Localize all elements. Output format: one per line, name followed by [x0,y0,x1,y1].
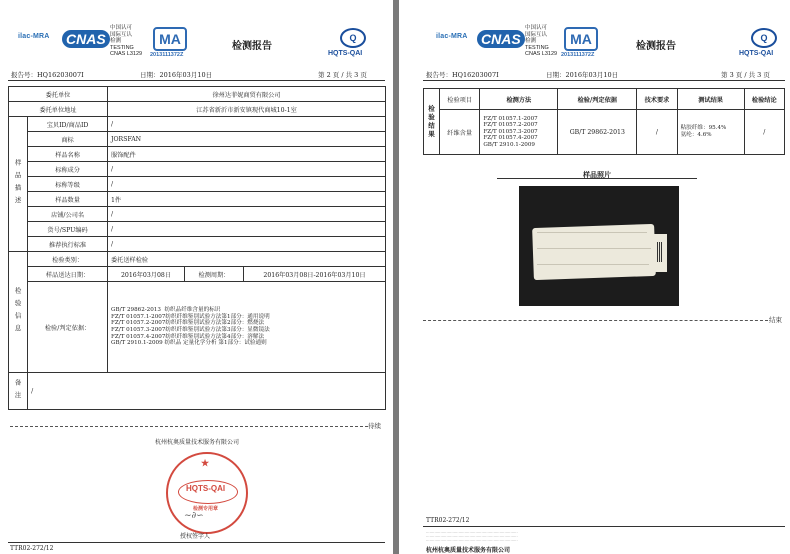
cnas-line: 中国认可 [110,25,133,31]
cnas-line: TESTING [525,44,549,51]
cnas-line: 国际互认 [525,31,548,38]
arrival-date-label: 样品送达日期： [28,267,108,282]
header-result: 测试结果 [677,89,744,110]
test-type-label: 检验类别： [28,252,108,267]
cnas-logo: CNAS [477,30,525,48]
seal-subtext: 检测专用章 [193,506,219,512]
cnas-line: TESTING [110,44,134,51]
sample-row-value: JORSFAN [108,132,386,147]
page-indicator: 第 2 页 / 共 3 页 [318,71,367,79]
client-label: 委托单位 [9,87,108,102]
sample-row-value: / [108,237,386,252]
cnas-line: 中国认可 [525,25,548,31]
photo-title: 样品照片 [583,170,611,179]
header-item: 检验项目 [440,89,480,110]
ma-logo: MA [153,27,187,51]
sample-row-label: 店铺/公司名 [28,207,108,222]
inspection-seal [166,452,248,534]
sample-row-value: / [108,222,386,237]
address-label: 委托单位地址 [9,102,108,117]
basis-label: 检验/判定依据： [28,282,108,373]
test-section-label: 检验信息 [9,252,28,373]
header-method: 检测方法 [480,89,558,110]
sample-row-label: 样品名称 [28,147,108,162]
sample-row-label: 商标 [28,132,108,147]
sample-row-value: / [108,162,386,177]
client-value: 徐州达菲妮商贸有限公司 [108,87,386,102]
period-value: 2016年03月08日-2016年03月10日 [244,267,386,282]
result-methods [480,110,558,155]
sample-row-value: 1件 [108,192,386,207]
seal-star-icon: ★ [201,458,210,468]
remark-value: / [28,373,386,410]
ma-logo: MA [564,27,598,51]
address-value: 江苏省新沂市新安镇现代商城10-1室 [108,102,386,117]
seal-text: HQTS-QAI [186,484,226,493]
test-type-value: 委托送样检验 [108,252,386,267]
ma-number: 2013111372Z [561,52,595,58]
cnas-line: 检测 [110,38,122,44]
result-requirement: / [637,110,677,155]
report-page-2 [0,0,393,554]
basis-value [108,282,386,373]
signature-mark: ∼∂∽ [184,511,204,521]
sample-row-label: 推荐执行标准 [28,237,108,252]
cnas-caption [110,25,142,58]
sample-row-label: 标称成分 [28,162,108,177]
report-date: 日期：2016年03月10日 [140,71,213,79]
ilac-mra-logo: ilac-MRA [18,33,50,40]
sample-row-value: / [108,117,386,132]
report-title: 检测报告 [232,41,272,52]
method-line: GB/T 2910.1-2009 [483,141,535,148]
report-title: 检测报告 [636,41,676,52]
remark-label: 备注 [9,373,28,410]
cnas-line: CNAS L3129 [525,51,558,57]
method-line: FZ/T 01057.1-2007 [483,115,538,122]
method-line: FZ/T 01057.2-2007 [483,122,538,129]
result-line: 粘胶纤维：95.4% [680,125,727,132]
method-line: FZ/T 01057.4-2007 [483,135,538,142]
photo-title-rule [497,178,697,179]
sample-label-tag [657,242,663,262]
signatory-label: 授权签字人 [180,533,211,540]
hqts-logo-text: HQTS-QAI [328,50,363,57]
continued-mark: 待续 [368,422,381,430]
ma-number: 2013111372Z [150,52,184,58]
result-section-label: 检验结果 [424,89,440,155]
sample-row-label: 货号/SPU编码 [28,222,108,237]
cnas-caption [525,25,557,58]
result-values [677,110,744,155]
footer-code: TTR02-272/12 [426,517,470,524]
cnas-logo: CNAS [62,30,110,48]
period-label: 检测周期： [185,267,244,282]
arrival-date-value: 2016年03月08日 [108,267,185,282]
hqts-logo-text: HQTS-QAI [739,50,774,57]
cnas-line: 检测 [525,38,537,44]
basis-line: GB/T 2910.1-2009 纺织品 定量化学分析 第1部分：试验通则 [111,340,267,347]
sample-row-label: 标称等级 [28,177,108,192]
report-date: 日期：2016年03月10日 [546,71,619,79]
report-page-3 [399,0,790,554]
result-line: 氨纶：4.6% [680,132,712,138]
basis-line: FZ/T 01057.4-2007纺织纤维鉴别试验方法第4部分：溶解法 [111,333,265,340]
header-requirement: 技术要求 [637,89,677,110]
header-conclusion: 检验结论 [744,89,784,110]
company-name: 杭州杭奥质量技术服务有限公司 [155,439,240,446]
method-line: FZ/T 01057.3-2007 [483,128,538,135]
sample-section-label: 样品描述 [9,117,28,252]
report-number: 报告号：HQ16203007I [11,71,84,79]
basis-line: GB/T 29862-2013 纺织品纤维含量的标识 [111,307,221,314]
end-rule [423,320,768,321]
report-table [8,86,386,410]
hqts-logo-icon: Q [340,28,366,48]
header-basis: 检验/判定依据 [558,89,637,110]
footer-company: 杭州杭奥质量技术服务有限公司 [426,547,511,554]
result-item: 纤维含量 [440,110,480,155]
end-mark: 结束 [769,316,782,324]
sample-row-value: / [108,207,386,222]
page-indicator: 第 3 页 / 共 3 页 [721,71,770,79]
sample-row-label: 样品数量 [28,192,108,207]
continued-rule [10,426,368,427]
footer-fine-print: ............................................................................ ............................................................................ ............................................................................ [426,529,518,543]
sample-row-label: 宝贝ID/商品ID [28,117,108,132]
result-basis: GB/T 29862-2013 [558,110,637,155]
sample-row-value: / [108,177,386,192]
basis-line: FZ/T 01057.3-2007纺织纤维鉴别试验方法第3部分：显微镜法 [111,327,270,333]
footer-code: TTR02-272/12 [10,545,54,552]
hqts-logo-icon: Q [751,28,777,48]
ilac-mra-logo: ilac-MRA [436,33,468,40]
result-conclusion: / [744,110,784,155]
result-table [423,88,785,155]
basis-line: FZ/T 01057.1-2007纺织纤维鉴别试验方法第1部分：通用说明 [111,313,270,320]
report-number: 报告号：HQ16203007I [426,71,499,79]
sample-photo [519,186,679,306]
basis-line: FZ/T 01057.2-2007纺织纤维鉴别试验方法第2部分：燃烧法 [111,320,265,327]
cnas-line: CNAS L3129 [110,51,143,57]
cnas-line: 国际互认 [110,31,133,38]
sample-row-value: 服饰配件 [108,147,386,162]
